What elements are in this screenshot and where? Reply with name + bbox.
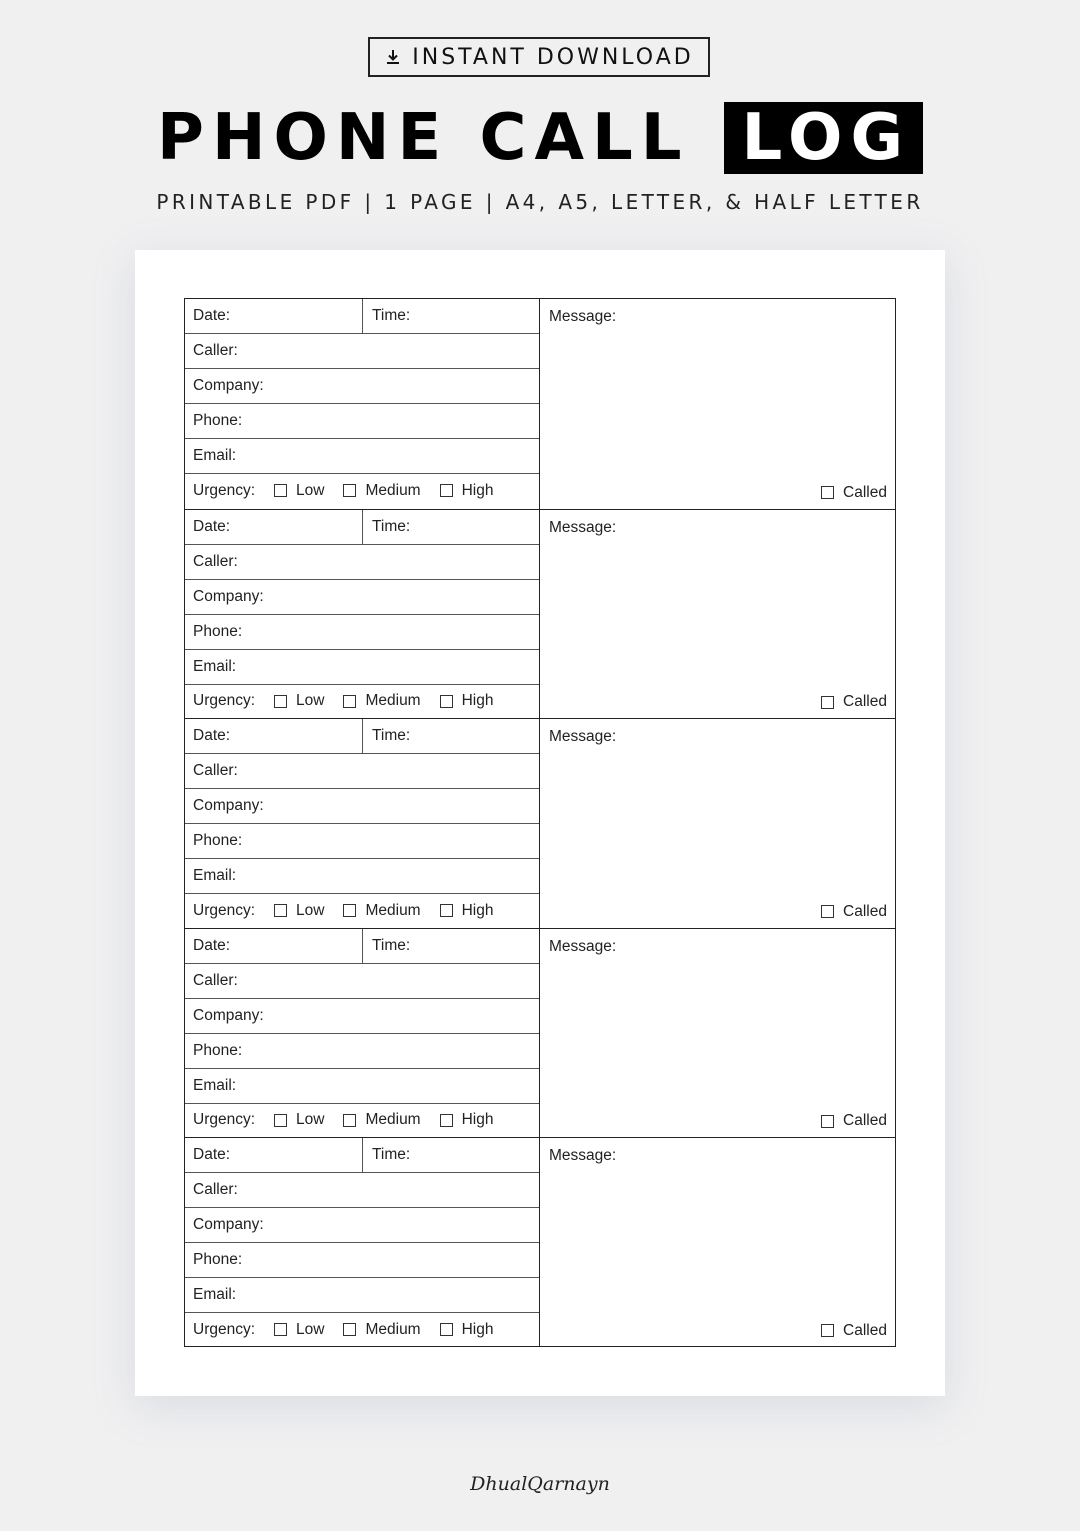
urgency-medium-checkbox[interactable] bbox=[343, 484, 356, 497]
called-label: Called bbox=[843, 1112, 887, 1129]
urgency-medium-checkbox[interactable] bbox=[343, 695, 356, 708]
company-row[interactable] bbox=[185, 1208, 539, 1243]
caller-label: Caller: bbox=[193, 552, 238, 570]
called-checkbox[interactable] bbox=[821, 696, 834, 709]
urgency-high-checkbox[interactable] bbox=[440, 484, 453, 497]
urgency-label: Urgency: bbox=[193, 1320, 256, 1338]
instant-download-badge[interactable] bbox=[368, 37, 710, 77]
caller-label: Caller: bbox=[193, 342, 238, 359]
caller-row[interactable] bbox=[185, 545, 539, 580]
urgency-high-label: High bbox=[461, 481, 494, 499]
phone-row[interactable] bbox=[185, 404, 539, 439]
time-label: Time: bbox=[372, 936, 411, 954]
caller-label: Caller: bbox=[193, 971, 238, 989]
email-row[interactable] bbox=[185, 1069, 539, 1104]
urgency-medium-label: Medium bbox=[365, 901, 421, 919]
urgency-high-option[interactable] bbox=[440, 692, 494, 710]
urgency-low-option[interactable] bbox=[274, 692, 324, 710]
urgency-row bbox=[185, 894, 539, 928]
message-box[interactable] bbox=[540, 1138, 895, 1347]
download-icon bbox=[384, 48, 402, 66]
company-label: Company: bbox=[193, 1006, 264, 1024]
urgency-medium-option[interactable] bbox=[343, 482, 420, 500]
phone-label: Phone: bbox=[193, 622, 243, 640]
called-label: Called bbox=[843, 1321, 887, 1339]
time-cell[interactable] bbox=[362, 929, 540, 963]
message-label: Message: bbox=[549, 308, 617, 325]
time-label: Time: bbox=[372, 517, 411, 535]
signature-logo: DhualQarnayn bbox=[470, 1473, 610, 1495]
message-box[interactable] bbox=[540, 719, 895, 928]
entry-fields bbox=[185, 510, 540, 719]
urgency-low-checkbox[interactable] bbox=[274, 695, 287, 708]
urgency-medium-label: Medium bbox=[365, 1111, 421, 1129]
urgency-medium-label: Medium bbox=[365, 481, 421, 499]
caller-row[interactable] bbox=[185, 964, 539, 999]
email-row[interactable] bbox=[185, 439, 539, 474]
message-box[interactable] bbox=[540, 510, 895, 719]
company-label: Company: bbox=[193, 1216, 264, 1233]
called-option[interactable] bbox=[821, 693, 887, 711]
called-label: Called bbox=[843, 693, 887, 710]
time-label: Time: bbox=[372, 307, 411, 324]
urgency-medium-option[interactable] bbox=[343, 1321, 420, 1339]
urgency-low-label: Low bbox=[296, 1111, 325, 1129]
urgency-row bbox=[185, 1104, 539, 1138]
time-cell[interactable] bbox=[362, 719, 540, 753]
urgency-low-option[interactable] bbox=[274, 1111, 324, 1129]
urgency-low-checkbox[interactable] bbox=[274, 904, 287, 917]
urgency-medium-option[interactable] bbox=[343, 692, 420, 710]
email-row[interactable] bbox=[185, 859, 539, 894]
phone-row[interactable] bbox=[185, 615, 539, 650]
urgency-row bbox=[185, 685, 539, 719]
caller-row[interactable] bbox=[185, 754, 539, 789]
called-label: Called bbox=[843, 902, 887, 920]
email-row[interactable] bbox=[185, 1278, 539, 1313]
called-option[interactable] bbox=[821, 903, 887, 921]
urgency-low-option[interactable] bbox=[274, 482, 324, 500]
urgency-medium-checkbox[interactable] bbox=[343, 904, 356, 917]
urgency-high-option[interactable] bbox=[440, 482, 494, 500]
time-cell[interactable] bbox=[362, 510, 540, 544]
urgency-low-checkbox[interactable] bbox=[274, 484, 287, 497]
log-entry bbox=[185, 928, 895, 1138]
urgency-low-label: Low bbox=[296, 481, 325, 499]
urgency-high-checkbox[interactable] bbox=[440, 1323, 453, 1336]
phone-row[interactable] bbox=[185, 1243, 539, 1278]
date-label: Date: bbox=[193, 517, 231, 535]
urgency-medium-option[interactable] bbox=[343, 902, 420, 920]
email-label: Email: bbox=[193, 1286, 237, 1303]
urgency-high-option[interactable] bbox=[440, 1111, 494, 1129]
title-plain: PHONE CALL bbox=[157, 101, 690, 175]
page-title bbox=[0, 98, 1080, 178]
email-label: Email: bbox=[193, 1076, 237, 1094]
caller-label: Caller: bbox=[193, 1181, 238, 1198]
phone-row[interactable] bbox=[185, 824, 539, 859]
entry-fields bbox=[185, 719, 540, 928]
date-time-row[interactable] bbox=[185, 299, 539, 334]
date-label: Date: bbox=[193, 727, 231, 744]
company-label: Company: bbox=[193, 797, 264, 814]
urgency-low-label: Low bbox=[296, 692, 325, 710]
phone-log-table bbox=[184, 298, 896, 1347]
urgency-label: Urgency: bbox=[193, 692, 256, 710]
page-subtitle: PRINTABLE PDF | 1 PAGE | A4, A5, LETTER, & HALF LETTER bbox=[156, 190, 924, 214]
time-cell[interactable] bbox=[362, 1138, 540, 1172]
urgency-low-option[interactable] bbox=[274, 1321, 324, 1339]
message-box[interactable] bbox=[540, 299, 895, 509]
date-label: Date: bbox=[193, 307, 231, 324]
urgency-low-label: Low bbox=[296, 901, 325, 919]
urgency-high-checkbox[interactable] bbox=[440, 904, 453, 917]
called-checkbox[interactable] bbox=[821, 1115, 834, 1128]
called-option[interactable] bbox=[821, 1322, 887, 1340]
company-row[interactable] bbox=[185, 369, 539, 404]
urgency-high-label: High bbox=[461, 1320, 494, 1338]
email-label: Email: bbox=[193, 867, 237, 884]
urgency-medium-label: Medium bbox=[365, 1320, 421, 1338]
log-entry bbox=[185, 509, 895, 719]
called-checkbox[interactable] bbox=[821, 486, 834, 499]
entry-fields bbox=[185, 299, 540, 509]
urgency-row bbox=[185, 1313, 539, 1347]
called-option[interactable] bbox=[821, 1112, 887, 1130]
urgency-high-option[interactable] bbox=[440, 1321, 494, 1339]
phone-label: Phone: bbox=[193, 1041, 243, 1059]
entry-fields bbox=[185, 929, 540, 1138]
date-time-row[interactable] bbox=[185, 1138, 539, 1173]
message-label: Message: bbox=[549, 937, 617, 955]
badge-label: INSTANT DOWNLOAD bbox=[412, 44, 694, 70]
called-checkbox[interactable] bbox=[821, 905, 834, 918]
company-label: Company: bbox=[193, 587, 264, 605]
urgency-label: Urgency: bbox=[193, 1111, 256, 1129]
urgency-medium-option[interactable] bbox=[343, 1111, 420, 1129]
urgency-high-checkbox[interactable] bbox=[440, 1114, 453, 1127]
date-label: Date: bbox=[193, 936, 231, 954]
log-entry bbox=[185, 299, 895, 509]
phone-label: Phone: bbox=[193, 832, 243, 849]
phone-label: Phone: bbox=[193, 1251, 243, 1268]
email-row[interactable] bbox=[185, 650, 539, 685]
message-box[interactable] bbox=[540, 929, 895, 1138]
time-cell[interactable] bbox=[362, 299, 540, 333]
urgency-high-label: High bbox=[461, 901, 494, 919]
email-label: Email: bbox=[193, 447, 237, 464]
phone-label: Phone: bbox=[193, 412, 243, 429]
company-label: Company: bbox=[193, 377, 264, 394]
caller-row[interactable] bbox=[185, 334, 539, 369]
caller-label: Caller: bbox=[193, 762, 238, 779]
urgency-label: Urgency: bbox=[193, 481, 256, 499]
urgency-high-checkbox[interactable] bbox=[440, 695, 453, 708]
urgency-medium-checkbox[interactable] bbox=[343, 1323, 356, 1336]
called-label: Called bbox=[843, 483, 887, 501]
company-row[interactable] bbox=[185, 789, 539, 824]
company-row[interactable] bbox=[185, 580, 539, 615]
email-label: Email: bbox=[193, 657, 237, 675]
message-label: Message: bbox=[549, 1147, 617, 1164]
urgency-medium-label: Medium bbox=[365, 692, 421, 710]
urgency-low-label: Low bbox=[296, 1320, 325, 1338]
urgency-row bbox=[185, 474, 539, 508]
time-label: Time: bbox=[372, 1146, 411, 1163]
urgency-low-checkbox[interactable] bbox=[274, 1114, 287, 1127]
date-time-row[interactable] bbox=[185, 929, 539, 964]
urgency-high-label: High bbox=[461, 692, 494, 710]
date-time-row[interactable] bbox=[185, 510, 539, 545]
time-label: Time: bbox=[372, 727, 411, 744]
date-time-row[interactable] bbox=[185, 719, 539, 754]
urgency-low-checkbox[interactable] bbox=[274, 1323, 287, 1336]
phone-row[interactable] bbox=[185, 1034, 539, 1069]
entry-fields bbox=[185, 1138, 540, 1347]
date-label: Date: bbox=[193, 1146, 231, 1163]
urgency-low-option[interactable] bbox=[274, 902, 324, 920]
message-label: Message: bbox=[549, 728, 617, 745]
urgency-high-label: High bbox=[461, 1111, 494, 1129]
called-checkbox[interactable] bbox=[821, 1324, 834, 1337]
called-option[interactable] bbox=[821, 484, 887, 502]
company-row[interactable] bbox=[185, 999, 539, 1034]
title-highlighted: LOG bbox=[724, 102, 923, 174]
urgency-high-option[interactable] bbox=[440, 902, 494, 920]
caller-row[interactable] bbox=[185, 1173, 539, 1208]
log-entry bbox=[185, 1137, 895, 1347]
message-label: Message: bbox=[549, 518, 617, 536]
urgency-medium-checkbox[interactable] bbox=[343, 1114, 356, 1127]
log-entry bbox=[185, 718, 895, 928]
urgency-label: Urgency: bbox=[193, 901, 256, 919]
